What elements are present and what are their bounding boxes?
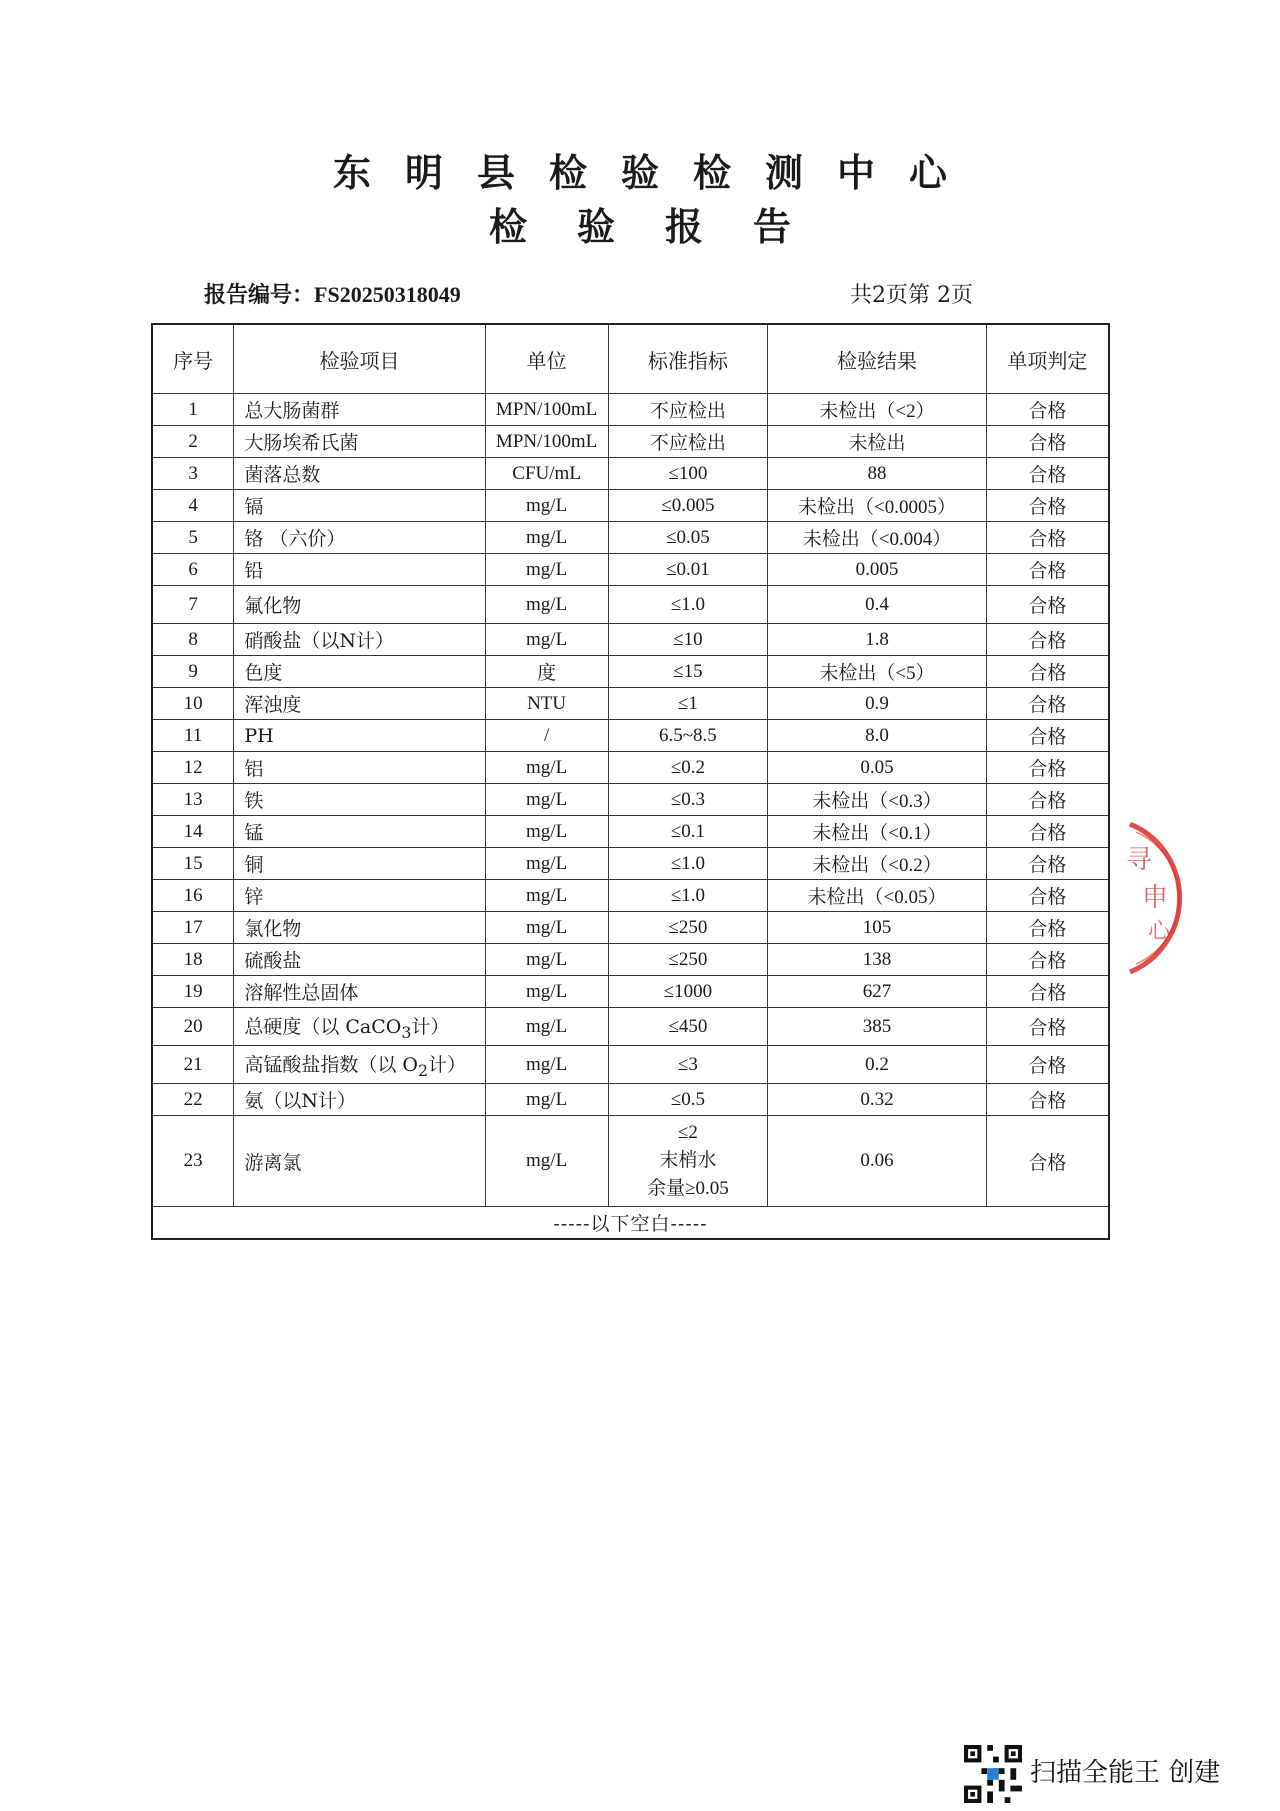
qr-code-icon bbox=[964, 1745, 1022, 1803]
verdict: 合格 bbox=[986, 554, 1109, 586]
test-item-text: 总硬度（以 CaCO bbox=[244, 1015, 402, 1038]
row-number: 7 bbox=[152, 586, 234, 624]
test-item: 游离氯 bbox=[234, 1116, 485, 1207]
row-number: 17 bbox=[152, 912, 234, 944]
standard-limit-line: 余量≥0.05 bbox=[647, 1178, 729, 1199]
test-item: 色度 bbox=[234, 656, 485, 688]
verdict: 合格 bbox=[986, 1116, 1109, 1207]
test-item: 锌 bbox=[234, 880, 485, 912]
unit: mg/L bbox=[485, 816, 608, 848]
verdict: 合格 bbox=[986, 1008, 1109, 1046]
red-seal-stamp bbox=[1112, 818, 1232, 978]
unit: mg/L bbox=[485, 912, 608, 944]
report-number bbox=[204, 278, 461, 309]
verdict: 合格 bbox=[986, 490, 1109, 522]
standard-limit: ≤1.0 bbox=[608, 848, 768, 880]
standard-limit: ≤15 bbox=[608, 656, 768, 688]
verdict: 合格 bbox=[986, 426, 1109, 458]
test-result: 未检出（<0.05） bbox=[768, 880, 987, 912]
standard-limit: ≤1.0 bbox=[608, 880, 768, 912]
table-row bbox=[152, 912, 1109, 944]
standard-limit: ≤250 bbox=[608, 912, 768, 944]
verdict: 合格 bbox=[986, 848, 1109, 880]
test-result: 105 bbox=[768, 912, 987, 944]
scanner-watermark-text: 扫描全能王 创建 bbox=[1030, 1758, 1221, 1788]
unit: mg/L bbox=[485, 522, 608, 554]
test-item: 镉 bbox=[234, 490, 485, 522]
verdict: 合格 bbox=[986, 522, 1109, 554]
standard-limit: ≤100 bbox=[608, 458, 768, 490]
unit: MPN/100mL bbox=[485, 394, 608, 426]
row-number: 14 bbox=[152, 816, 234, 848]
table-row bbox=[152, 426, 1109, 458]
test-result: 0.05 bbox=[768, 752, 987, 784]
standard-limit: ≤0.1 bbox=[608, 816, 768, 848]
standard-limit: ≤1 bbox=[608, 688, 768, 720]
standard-limit: ≤0.05 bbox=[608, 522, 768, 554]
standard-limit: ≤3 bbox=[608, 1046, 768, 1084]
row-number: 2 bbox=[152, 426, 234, 458]
test-result: 未检出（<0.1） bbox=[768, 816, 987, 848]
unit: NTU bbox=[485, 688, 608, 720]
verdict: 合格 bbox=[986, 458, 1109, 490]
svg-text:寻: 寻 bbox=[1126, 845, 1153, 875]
standard-limit-line: 末梢水 bbox=[659, 1150, 717, 1171]
test-item: 氨（以N计） bbox=[234, 1084, 485, 1116]
test-item: 铅 bbox=[234, 554, 485, 586]
page-info: 共2页第 2页 bbox=[850, 283, 973, 308]
table-row bbox=[152, 688, 1109, 720]
test-result: 0.2 bbox=[768, 1046, 987, 1084]
verdict: 合格 bbox=[986, 656, 1109, 688]
verdict: 合格 bbox=[986, 912, 1109, 944]
row-number: 12 bbox=[152, 752, 234, 784]
unit: / bbox=[485, 720, 608, 752]
row-number: 21 bbox=[152, 1046, 234, 1084]
test-item bbox=[234, 1008, 485, 1046]
test-result: 未检出（<0.3） bbox=[768, 784, 987, 816]
test-item: 硫酸盐 bbox=[234, 944, 485, 976]
unit: mg/L bbox=[485, 976, 608, 1008]
table-row bbox=[152, 490, 1109, 522]
table-row bbox=[152, 1084, 1109, 1116]
table-row bbox=[152, 1046, 1109, 1084]
table-row bbox=[152, 720, 1109, 752]
standard-limit: ≤10 bbox=[608, 624, 768, 656]
standard-limit: 不应检出 bbox=[608, 394, 768, 426]
verdict: 合格 bbox=[986, 1046, 1109, 1084]
test-result: 0.06 bbox=[768, 1116, 987, 1207]
table-row bbox=[152, 848, 1109, 880]
test-item: 浑浊度 bbox=[234, 688, 485, 720]
test-result: 1.8 bbox=[768, 624, 987, 656]
table-row bbox=[152, 816, 1109, 848]
row-number: 16 bbox=[152, 880, 234, 912]
verdict: 合格 bbox=[986, 880, 1109, 912]
svg-text:申: 申 bbox=[1142, 883, 1169, 913]
test-item-subscript: 3 bbox=[401, 1022, 412, 1042]
standard-limit: ≤0.3 bbox=[608, 784, 768, 816]
unit: mg/L bbox=[485, 880, 608, 912]
org-title: 东明县检验检测中心 bbox=[332, 150, 981, 195]
test-item: 铁 bbox=[234, 784, 485, 816]
row-number: 22 bbox=[152, 1084, 234, 1116]
test-result: 0.32 bbox=[768, 1084, 987, 1116]
standard-limit bbox=[608, 1116, 768, 1207]
unit: mg/L bbox=[485, 1008, 608, 1046]
test-item: 氟化物 bbox=[234, 586, 485, 624]
svg-text:心: 心 bbox=[1148, 919, 1171, 944]
table-row bbox=[152, 944, 1109, 976]
unit: 度 bbox=[485, 656, 608, 688]
table-row bbox=[152, 752, 1109, 784]
verdict: 合格 bbox=[986, 624, 1109, 656]
unit: mg/L bbox=[485, 490, 608, 522]
table-row bbox=[152, 1116, 1109, 1207]
unit: mg/L bbox=[485, 848, 608, 880]
col-header-standard: 标准指标 bbox=[608, 324, 768, 394]
row-number: 11 bbox=[152, 720, 234, 752]
test-item: 锰 bbox=[234, 816, 485, 848]
test-item-text-suffix: 计） bbox=[428, 1053, 467, 1076]
results-table bbox=[151, 323, 1110, 1240]
test-result: 385 bbox=[768, 1008, 987, 1046]
report-number-value: FS20250318049 bbox=[314, 282, 461, 307]
test-item: 总大肠菌群 bbox=[234, 394, 485, 426]
test-result: 88 bbox=[768, 458, 987, 490]
table-row bbox=[152, 976, 1109, 1008]
table-row bbox=[152, 880, 1109, 912]
table-row bbox=[152, 586, 1109, 624]
row-number: 5 bbox=[152, 522, 234, 554]
table-row bbox=[152, 522, 1109, 554]
unit: mg/L bbox=[485, 624, 608, 656]
standard-limit: ≤0.01 bbox=[608, 554, 768, 586]
test-item: 溶解性总固体 bbox=[234, 976, 485, 1008]
test-result: 未检出（<0.004） bbox=[768, 522, 987, 554]
row-number: 3 bbox=[152, 458, 234, 490]
verdict: 合格 bbox=[986, 944, 1109, 976]
unit: mg/L bbox=[485, 784, 608, 816]
table-row bbox=[152, 784, 1109, 816]
standard-limit: ≤0.5 bbox=[608, 1084, 768, 1116]
table-row bbox=[152, 656, 1109, 688]
standard-limit: ≤0.2 bbox=[608, 752, 768, 784]
verdict: 合格 bbox=[986, 752, 1109, 784]
row-number: 15 bbox=[152, 848, 234, 880]
row-number: 6 bbox=[152, 554, 234, 586]
verdict: 合格 bbox=[986, 816, 1109, 848]
standard-limit: 6.5~8.5 bbox=[608, 720, 768, 752]
unit: CFU/mL bbox=[485, 458, 608, 490]
test-item: 大肠埃希氏菌 bbox=[234, 426, 485, 458]
row-number: 23 bbox=[152, 1116, 234, 1207]
test-item: 氯化物 bbox=[234, 912, 485, 944]
verdict: 合格 bbox=[986, 394, 1109, 426]
unit: mg/L bbox=[485, 586, 608, 624]
test-item: 铝 bbox=[234, 752, 485, 784]
test-result: 627 bbox=[768, 976, 987, 1008]
col-header-unit: 单位 bbox=[485, 324, 608, 394]
test-result: 0.005 bbox=[768, 554, 987, 586]
verdict: 合格 bbox=[986, 976, 1109, 1008]
table-row bbox=[152, 554, 1109, 586]
col-header-verdict: 单项判定 bbox=[986, 324, 1109, 394]
row-number: 1 bbox=[152, 394, 234, 426]
test-result: 未检出（<5） bbox=[768, 656, 987, 688]
test-item-text: 高锰酸盐指数（以 O bbox=[244, 1053, 418, 1076]
test-result: 0.4 bbox=[768, 586, 987, 624]
test-result: 8.0 bbox=[768, 720, 987, 752]
standard-limit-line: ≤2 bbox=[677, 1122, 698, 1143]
unit: mg/L bbox=[485, 944, 608, 976]
row-number: 13 bbox=[152, 784, 234, 816]
doc-title: 检验报告 bbox=[488, 204, 841, 249]
table-row bbox=[152, 458, 1109, 490]
standard-limit: 不应检出 bbox=[608, 426, 768, 458]
verdict: 合格 bbox=[986, 688, 1109, 720]
blank-below-note: -----以下空白----- bbox=[152, 1207, 1109, 1240]
unit: MPN/100mL bbox=[485, 426, 608, 458]
test-item-subscript: 2 bbox=[417, 1060, 429, 1080]
col-header-item: 检验项目 bbox=[234, 324, 485, 394]
table-header-row bbox=[152, 324, 1109, 394]
test-result: 未检出 bbox=[768, 426, 987, 458]
standard-limit: ≤250 bbox=[608, 944, 768, 976]
standard-limit: ≤1.0 bbox=[608, 586, 768, 624]
row-number: 4 bbox=[152, 490, 234, 522]
test-item: 铬 （六价） bbox=[234, 522, 485, 554]
row-number: 20 bbox=[152, 1008, 234, 1046]
unit: mg/L bbox=[485, 1084, 608, 1116]
verdict: 合格 bbox=[986, 784, 1109, 816]
test-item bbox=[234, 1046, 485, 1084]
test-result: 未检出（<0.2） bbox=[768, 848, 987, 880]
table-footer-row bbox=[152, 1207, 1109, 1240]
row-number: 18 bbox=[152, 944, 234, 976]
test-item: 菌落总数 bbox=[234, 458, 485, 490]
verdict: 合格 bbox=[986, 586, 1109, 624]
unit: mg/L bbox=[485, 1046, 608, 1084]
standard-limit: ≤0.005 bbox=[608, 490, 768, 522]
unit: mg/L bbox=[485, 554, 608, 586]
row-number: 19 bbox=[152, 976, 234, 1008]
col-header-result: 检验结果 bbox=[768, 324, 987, 394]
table-row bbox=[152, 1008, 1109, 1046]
test-item: PH bbox=[234, 720, 485, 752]
verdict: 合格 bbox=[986, 720, 1109, 752]
row-number: 10 bbox=[152, 688, 234, 720]
unit: mg/L bbox=[485, 752, 608, 784]
standard-limit: ≤450 bbox=[608, 1008, 768, 1046]
test-item: 硝酸盐（以N计） bbox=[234, 624, 485, 656]
table-row bbox=[152, 624, 1109, 656]
test-result: 未检出（<0.0005） bbox=[768, 490, 987, 522]
standard-limit: ≤1000 bbox=[608, 976, 768, 1008]
test-item-text-suffix: 计） bbox=[411, 1015, 450, 1038]
row-number: 9 bbox=[152, 656, 234, 688]
test-item: 铜 bbox=[234, 848, 485, 880]
col-header-no: 序号 bbox=[152, 324, 234, 394]
report-number-label: 报告编号： bbox=[204, 282, 315, 308]
table-row bbox=[152, 394, 1109, 426]
test-result: 0.9 bbox=[768, 688, 987, 720]
test-result: 138 bbox=[768, 944, 987, 976]
test-result: 未检出（<2） bbox=[768, 394, 987, 426]
verdict: 合格 bbox=[986, 1084, 1109, 1116]
unit: mg/L bbox=[485, 1116, 608, 1207]
row-number: 8 bbox=[152, 624, 234, 656]
